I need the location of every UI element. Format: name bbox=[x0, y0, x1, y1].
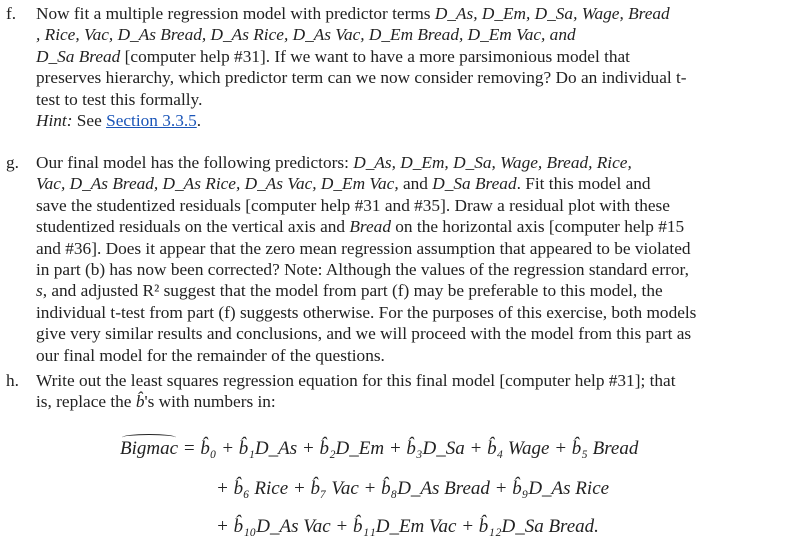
part-g-line-7-var: s bbox=[36, 281, 43, 301]
part-g-line-1-vars: D_As, D_Em, D_Sa, Wage, Bread, Rice, bbox=[353, 153, 632, 172]
part-g-line-1-text: Our final model has the following predictors: bbox=[36, 153, 354, 172]
part-g-line-7 bbox=[36, 280, 796, 301]
part-g-line-2 bbox=[36, 173, 796, 194]
exercise-part-h bbox=[6, 370, 796, 413]
part-h-line-2-post: 's with numbers in: bbox=[144, 392, 276, 412]
part-h-label: h. bbox=[6, 371, 19, 390]
part-f-line-1-vars: D_As, D_Em, D_Sa, Wage, Bread bbox=[434, 4, 670, 23]
part-f-hint bbox=[36, 110, 796, 131]
part-g-line-2-vars: Vac, D_As Bread, D_As Rice, D_As Vac, D_Em Vac, bbox=[36, 174, 399, 194]
equation-lhs: Bigmac bbox=[120, 438, 179, 459]
part-f-line-1 bbox=[36, 3, 796, 24]
part-g-line-4 bbox=[36, 216, 796, 237]
part-g-line-5: and #36]. Does it appear that the zero mean regression assumption that appeared to be violated bbox=[36, 238, 691, 258]
part-g-line-2-end: . Fit this model and bbox=[516, 174, 651, 194]
part-g-line-2-and: and bbox=[398, 174, 433, 194]
part-g-line-4-post: on the horizontal axis [computer help #15 bbox=[390, 217, 685, 237]
exercise-part-f bbox=[6, 3, 796, 131]
equation-line-3 bbox=[216, 516, 599, 537]
equation-line-3-text: + b̂₁₀D_As Vac + b̂₁₁D_Em Vac + b̂₁₂D_Sa Bread. bbox=[216, 516, 599, 537]
part-g-line-1 bbox=[36, 152, 796, 173]
part-g-line-3: save the studentized residuals [computer help #31 and #35]. Draw a residual plot with these bbox=[36, 195, 670, 215]
part-f-line-3-var: D_Sa Bread bbox=[36, 46, 121, 66]
b-hat-symbol: b̂ bbox=[135, 392, 145, 412]
section-link[interactable]: Section 3.3.5 bbox=[106, 111, 197, 131]
part-f-line-4: preserves hierarchy, which predictor term can we now consider removing? Do an individual t- bbox=[36, 68, 687, 88]
equation-line-1 bbox=[120, 438, 638, 459]
part-h-line-1: Write out the least squares regression equation for this final model [computer help #31]; that bbox=[36, 371, 676, 390]
hint-label: Hint: bbox=[36, 111, 73, 131]
part-h-line-2-text: is, replace the bbox=[36, 392, 136, 412]
part-g-line-6: in part (b) has now been corrected? Note: Although the values of the regression standard error, bbox=[36, 260, 689, 280]
part-g-line-7-text: , and adjusted R² suggest that the model from part (f) may be preferable to this model, the bbox=[42, 281, 663, 301]
part-f-line-5: test to test this formally. bbox=[36, 89, 203, 109]
part-f-label: f. bbox=[6, 4, 17, 23]
equation-line-1-rhs: = b̂₀ + b̂₁D_As + b̂₂D_Em + b̂₃D_Sa + b̂₄ Wage + b̂₅ Bread bbox=[182, 438, 639, 459]
part-f-line-3 bbox=[36, 46, 796, 67]
part-g-line-4-var: Bread bbox=[349, 217, 391, 237]
equation-line-2 bbox=[216, 478, 609, 499]
part-f-line-2: , Rice, Vac, D_As Bread, D_As Rice, D_As Vac, D_Em Bread, D_Em Vac, and bbox=[36, 25, 576, 45]
part-g-line-10: our final model for the remainder of the questions. bbox=[36, 345, 385, 365]
exercise-part-g bbox=[6, 152, 796, 366]
part-f-line-3-text: [computer help #31]. If we want to have a more parsimonious model that bbox=[120, 46, 630, 66]
hint-end: . bbox=[196, 111, 202, 131]
equation-line-2-text: + b̂₆ Rice + b̂₇ Vac + b̂₈D_As Bread + b̂₉D_As Rice bbox=[216, 478, 610, 499]
part-g-line-2-var: D_Sa Bread bbox=[432, 174, 517, 194]
part-g-line-8: individual t-test from part (f) suggests otherwise. For the purposes of this exercise, both models bbox=[36, 302, 697, 322]
part-g-line-4-text: studentized residuals on the vertical axis and bbox=[36, 217, 350, 237]
part-g-line-9: give very similar results and conclusions, and we will proceed with the model from this part as bbox=[36, 324, 692, 344]
hint-text: See bbox=[72, 111, 107, 131]
part-h-line-2 bbox=[36, 391, 796, 412]
part-g-label: g. bbox=[6, 153, 19, 172]
part-f-line-1-text: Now fit a multiple regression model with predictor terms bbox=[36, 4, 435, 23]
